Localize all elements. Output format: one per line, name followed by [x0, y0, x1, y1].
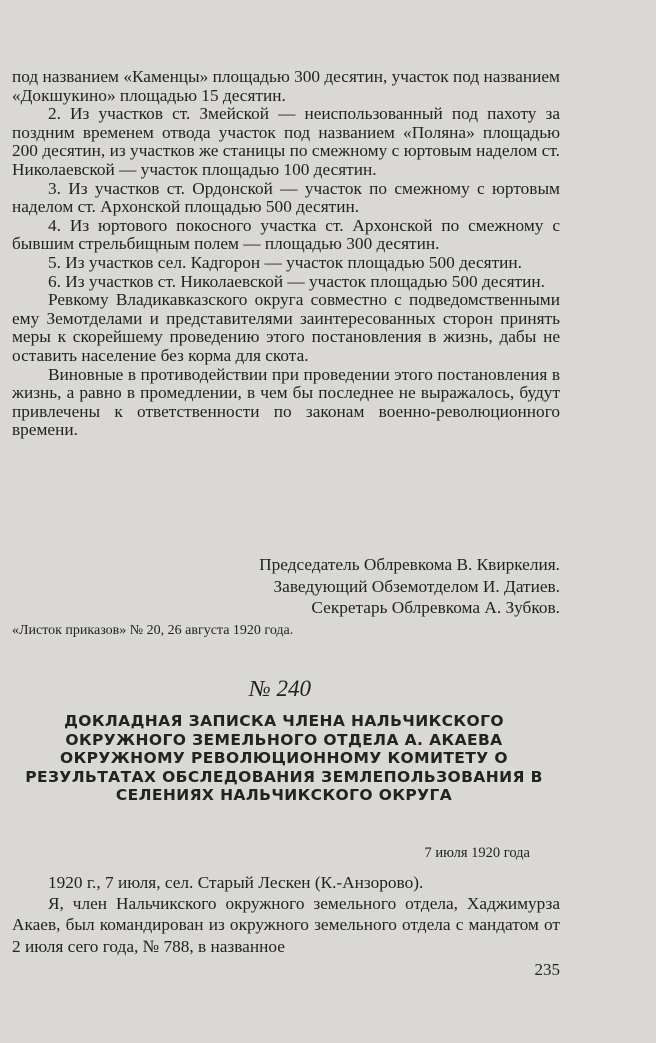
source-citation: «Листок приказов» № 20, 26 августа 1920 года. — [12, 623, 294, 638]
signature-line: Секретарь Облревкома А. Зубков. — [311, 598, 560, 617]
paragraph: Я, член Нальчикского окружного земельного отдела, Хаджимурза Акаев, был командирован из окружного земельного отдела с мандатом от 2 июля сего года, № 788, в названное — [12, 894, 560, 956]
paragraph: 1920 г., 7 июля, сел. Старый Лескен (К.-Анзорово). — [48, 873, 424, 892]
signature-line: Председатель Облревкома В. Квиркелия. — [259, 555, 560, 574]
paragraph: 5. Из участков сел. Кадгорон — участок площадью 500 десятин. — [48, 252, 522, 272]
paragraph: 3. Из участков ст. Ордонской — участок по смежному с юртовым наделом ст. Архонской площадью 500 десятин. — [12, 178, 560, 217]
document-date: 7 июля 1920 года — [424, 845, 530, 861]
paragraph: 2. Из участков ст. Змейской — неиспользованный под пахоту за поздним временем отвода участок под названием «Поляна» площадью 200 десятин, из участков же станицы по смежному с юртовым наделом ст. Николаевской — участок площадью 100 десятин. — [12, 104, 560, 179]
paragraph: 6. Из участков ст. Николаевской — участок площадью 500 десятин. — [48, 271, 545, 291]
body-text-top — [12, 68, 560, 440]
document-title: ДОКЛАДНАЯ ЗАПИСКА ЧЛЕНА НАЛЬЧИКСКОГО ОКРУЖНОГО ЗЕМЕЛЬНОГО ОТДЕЛА А. АКАЕВА ОКРУЖНОМУ РЕВОЛЮЦИОННОМУ КОМИТЕТУ О РЕЗУЛЬТАТАХ ОБСЛЕДОВАНИЯ ЗЕМЛЕПОЛЬЗОВАНИЯ В СЕЛЕНИЯХ НАЛЬЧИКСКОГО ОКРУГА — [25, 712, 543, 805]
paragraph: под названием «Каменцы» площадью 300 десятин, участок под названием «Докшукино» площадью 15 десятин. — [12, 67, 560, 105]
signatures — [259, 554, 560, 619]
signature-line: Заведующий Обземотделом И. Датиев. — [273, 576, 560, 596]
body-text-bottom — [12, 872, 560, 957]
page-number: 235 — [534, 960, 560, 979]
document-number: № 240 — [249, 676, 311, 701]
paragraph: Виновные в противодействии при проведении этого постановления в жизнь, а равно в промедлении, в чем бы последнее не выражалось, будут привлечены к ответственности по законам военно-революционного времени. — [12, 364, 560, 440]
paragraph: Ревкому Владикавказского округа совместно с подведомственными ему Земотделами и представителями заинтересованных сторон принять меры к скорейшему проведению этого постановления в жизнь, дабы не оставить население без корма для скота. — [12, 290, 560, 365]
paragraph: 4. Из юртового покосного участка ст. Архонской по смежному с бывшим стрельбищным полем — площадью 300 десятин. — [12, 215, 560, 254]
